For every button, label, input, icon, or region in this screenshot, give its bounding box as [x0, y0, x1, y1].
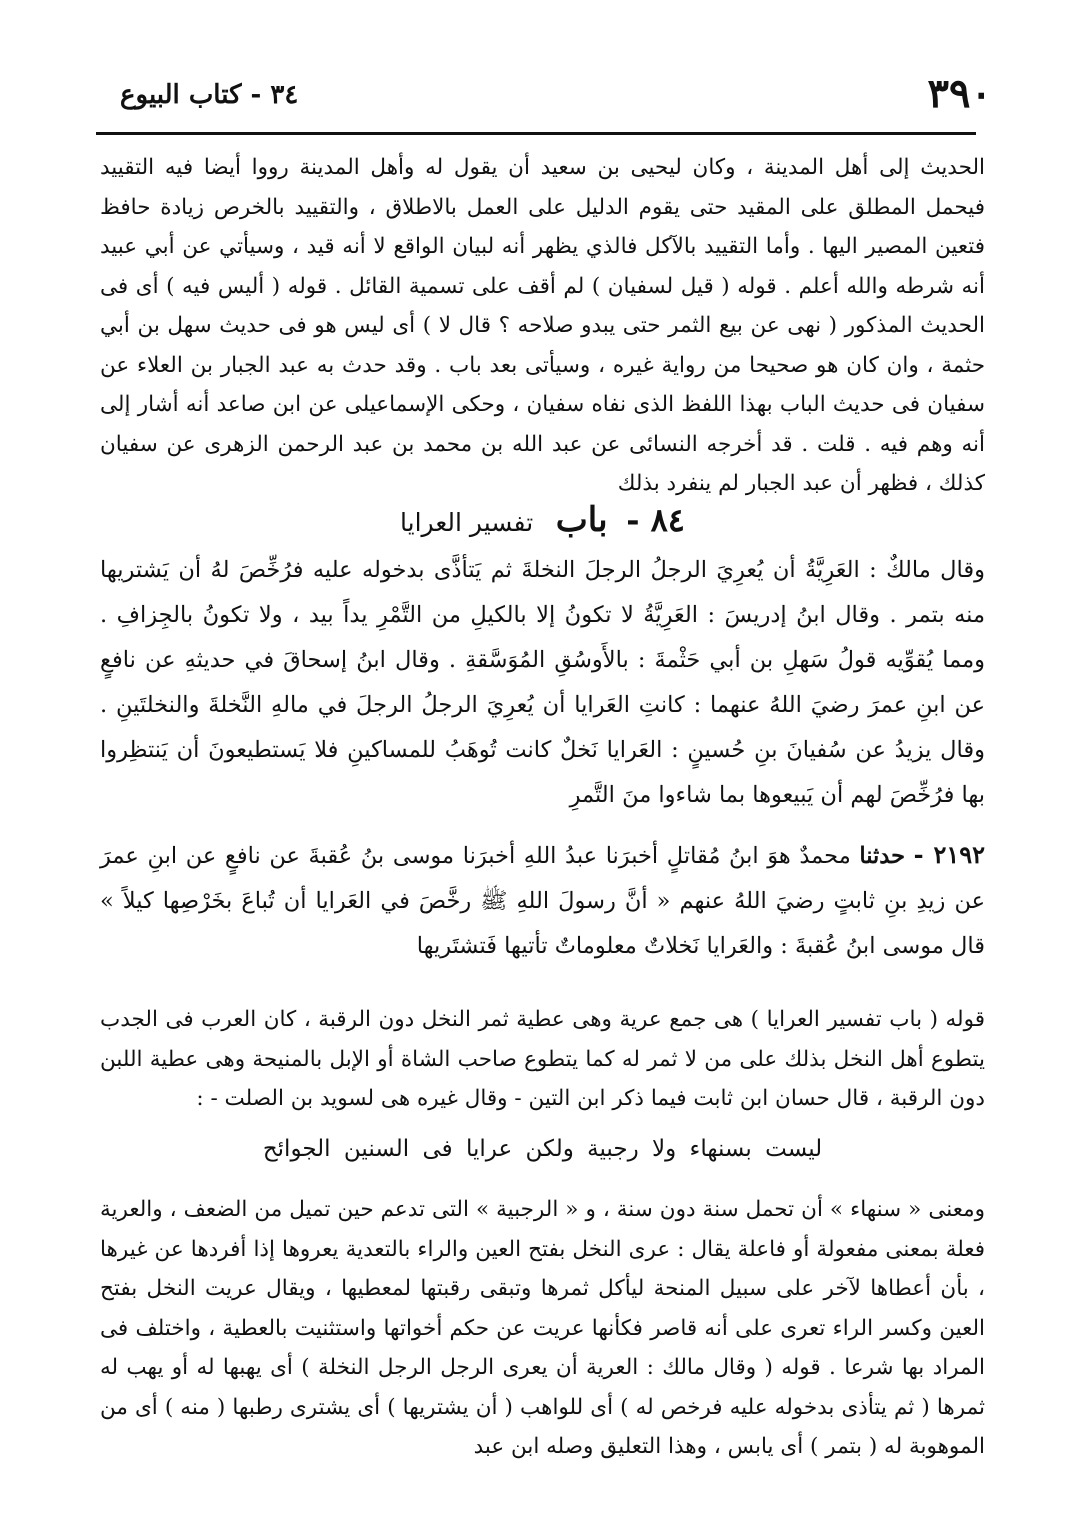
chapter-subtitle: تفسير العرايا — [400, 508, 534, 537]
hadith-number: ٢١٩٢ - — [913, 840, 986, 869]
hadith-keyword: حدثنا — [859, 843, 906, 869]
hadith-text: محمدٌ هوَ ابنُ مُقاتلٍ أخبرَنا عبدُ اللهِ أخبرَنا موسى بنُ عُقبةَ عن نافعٍ عن ابنِ عمرَ عن زيدِ بنِ ثابتٍ رضيَ اللهُ عنهم « أنَّ رسولَ اللهِ ﷺ رخَّصَ في العَرايا أن تُباعَ بخَرْصِها كيلاً » قال موسى ابنُ عُقبةَ : والعَرايا نَخلاتٌ معلوماتٌ تأتيها فَتشتَريها — [100, 843, 985, 959]
chapter-number: ٨٤ - — [626, 501, 685, 539]
poetry-verse: ليست بسنهاء ولا رجبية ولكن عرايا فى السنين الجوائح — [262, 1136, 823, 1162]
chapter-heading — [100, 500, 985, 540]
commentary-paragraph-top: الحديث إلى أهل المدينة ، وكان ليحيى بن سعيد أن يقول له وأهل المدينة رووا أيضا فيه التقييد فيحمل المطلق على المقيد حتى يقوم الدليل على العمل بالاطلاق ، والتقييد بالخرص زيادة حافظ فتعين المصير اليها . وأما التقييد بالآكل فالذي يظهر أنه لبيان الواقع لا أنه قيد ، وسيأتي عن أبي عبيد أنه شرطه والله أعلم . قوله ( قيل لسفيان ) لم أقف على تسمية القائل . قوله ( أليس فيه ) أى فى الحديث المذكور ( نهى عن بيع الثمر حتى يبدو صلاحه ؟ قال لا ) أى ليس هو فى حديث سهل بن أبي حثمة ، وان كان هو صحيحا من رواية غيره ، وسيأتى بعد باب . وقد حدث به عبد الجبار بن العلاء عن سفيان فى حديث الباب بهذا اللفظ الذى نفاه سفيان ، وحكى الإسماعيلى عن ابن صاعد أنه أشار إلى أنه وهم فيه . قلت . قد أخرجه النسائى عن عبد الله بن محمد بن عبد الرحمن الزهرى عن سفيان كذلك ، فظهر أن عبد الجبار لم ينفرد بذلك — [100, 155, 985, 496]
commentary-paragraph-bottom: ومعنى « سنهاء » أن تحمل سنة دون سنة ، و « الرجبية » التى تدعم حين تميل من الضعف ، والعرية فعلة بمعنى مفعولة أو فاعلة يقال : عرى النخل بفتح العين والراء بالتعدية يعروها إذا أفردها عن غيرها ، بأن أعطاها لآخر على سبيل المنحة ليأكل ثمرها وتبقى رقبتها لمعطيها ، ويقال عريت النخل بفتح العين وكسر الراء تعرى على أنه قاصر فكأنها عريت عن حكم أخواتها واستثنيت بالعطية ، واختلف فى المراد بها شرعا . قوله ( وقال مالك : العرية أن يعرى الرجل الرجل النخلة ) أى يهبها له أو يهب له ثمرها ( ثم يتأذى بدخوله عليه فرخص له ) أى للواهب ( أن يشتريها ) أى يشترى رطبها ( منه ) أى من الموهوبة له ( بتمر ) أى يابس ، وهذا التعليق وصله ابن عبد — [100, 1197, 985, 1459]
hadith-paragraph — [100, 832, 985, 969]
commentary-paragraph-middle: قوله ( باب تفسير العرايا ) هى جمع عرية وهى عطية ثمر النخل دون الرقبة ، كان العرب فى الجدب يتطوع أهل النخل بذلك على من لا ثمر له كما يتطوع صاحب الشاة أو الإبل بالمنيحة وهى عطية اللبن دون الرقبة ، قال حسان ابن ثابت فيما ذكر ابن التين - وقال غيره هى لسويد بن الصلت - : — [100, 1007, 985, 1111]
header-rule — [96, 132, 976, 135]
main-text-paragraph: وقال مالكٌ : العَرِيَّةُ أن يُعرِيَ الرجلُ الرجلَ النخلةَ ثم يَتأذَّى بدخوله عليه فرُخِّصَ لهُ أن يَشتريها منه بتمر . وقال ابنُ إدريسَ : العَرِيَّةُ لا تكونُ إلا بالكيلِ من التَّمْرِ يداً بيد ، ولا تكونُ بالجِزافِ . ومما يُقوِّيه قولُ سَهلِ بن أبي حَثْمةَ : بالأَوسُقِ المُوَسَّقةِ . وقال ابنُ إسحاقَ في حديثهِ عن نافعٍ عن ابنِ عمرَ رضيَ اللهُ عنهما : كانتِ العَرايا أن يُعرِيَ الرجلُ الرجلَ في مالهِ النَّخلةَ والنخلتَينِ . وقال يزيدُ عن سُفيانَ بنِ حُسينٍ : العَرايا نَخلٌ كانت تُوهَبُ للمساكينِ فلا يَستطيعونَ أن يَنتظِروا بها فرُخِّصَ لهم أن يَبيعوها بما شاءوا منَ التَّمرِ — [100, 557, 985, 808]
page-number: ٣٩٠ — [927, 70, 992, 117]
running-title: ٣٤ - كتاب البيوع — [120, 80, 299, 110]
chapter-keyword: باب — [555, 500, 608, 540]
